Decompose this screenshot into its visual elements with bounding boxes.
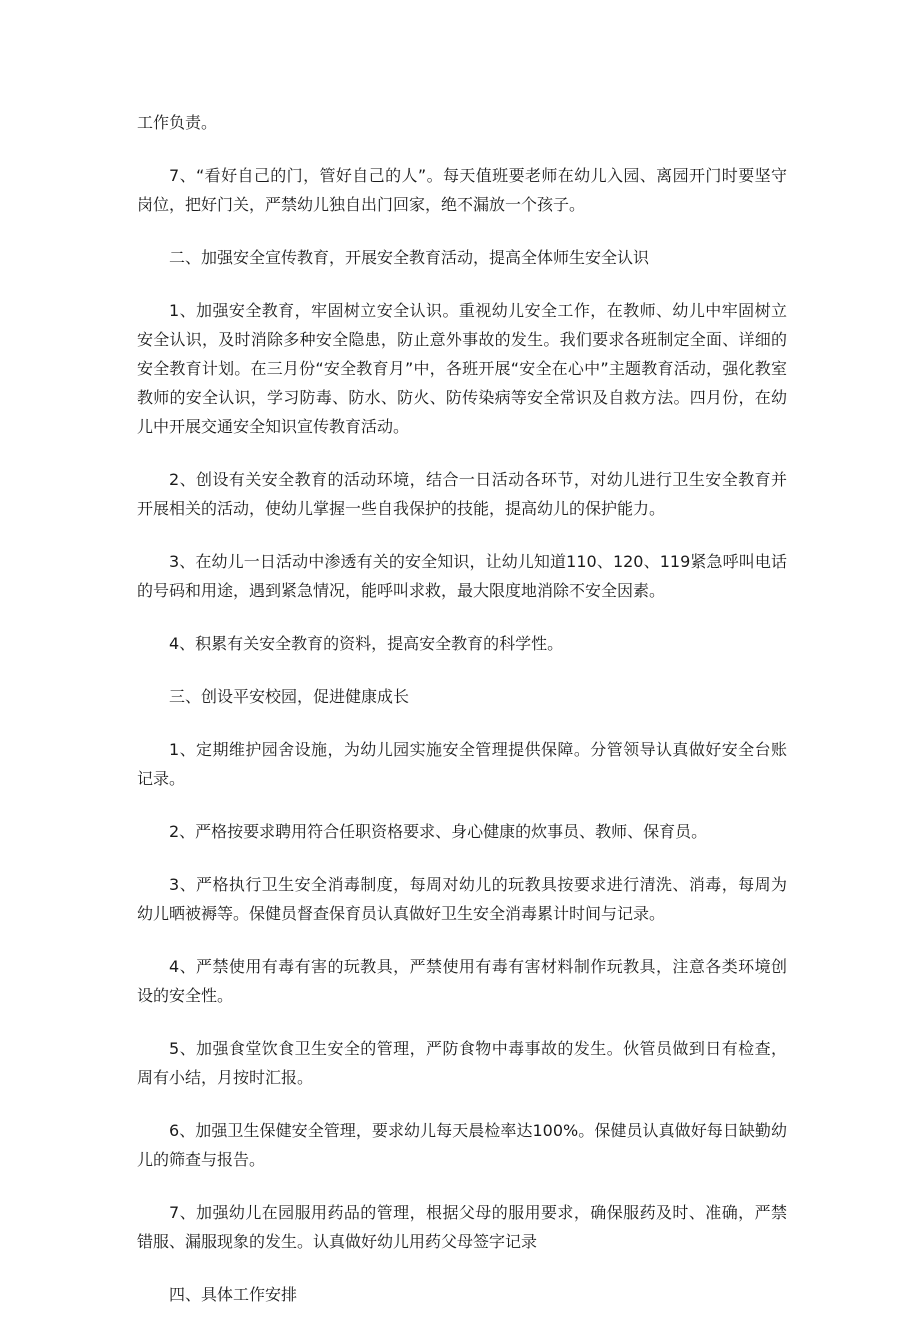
section-heading-2: 二、加强安全宣传教育，开展安全教育活动，提高全体师生安全认识: [169, 248, 650, 267]
paragraph-disinfection: 3、严格执行卫生安全消毒制度，每周对幼儿的玩教具按要求进行清洗、消毒，每周为幼儿晒被褥等。保健员督查保育员认真做好卫生安全消毒累计时间与记录。: [137, 875, 787, 923]
section-heading-3: 三、创设平安校园，促进健康成长: [169, 687, 410, 706]
paragraph-education-materials: 4、积累有关安全教育的资料，提高安全教育的科学性。: [169, 634, 564, 653]
paragraph-health-check: 6、加强卫生保健安全管理，要求幼儿每天晨检率达100%。保健员认真做好每日缺勤幼儿的筛查与报告。: [137, 1121, 787, 1169]
paragraph-emergency-numbers: 3、在幼儿一日活动中渗透有关的安全知识，让幼儿知道110、120、119紧急呼叫电话的号码和用途，遇到紧急情况，能呼叫求救，最大限度地消除不安全因素。: [137, 552, 787, 600]
paragraph-item-7-door-duty: 7、“看好自己的门，管好自己的人”。每天值班要老师在幼儿入园、离园开门时要坚守岗位，把好门关，严禁幼儿独自出门回家，绝不漏放一个孩子。: [137, 166, 787, 214]
paragraph-continuation: 工作负责。: [137, 113, 218, 132]
paragraph-facility-maintenance: 1、定期维护园舍设施，为幼儿园实施安全管理提供保障。分管领导认真做好安全台账记录。: [137, 740, 787, 788]
paragraph-toy-safety: 4、严禁使用有毒有害的玩教具，严禁使用有毒有害材料制作玩教具，注意各类环境创设的安全性。: [137, 957, 787, 1005]
paragraph-staff-hiring: 2、严格按要求聘用符合任职资格要求、身心健康的炊事员、教师、保育员。: [169, 822, 708, 841]
document-body: [137, 108, 787, 1333]
paragraph-activity-environment: 2、创设有关安全教育的活动环境，结合一日活动各环节，对幼儿进行卫生安全教育并开展相关的活动，使幼儿掌握一些自我保护的技能，提高幼儿的保护能力。: [137, 470, 787, 518]
paragraph-safety-education: 1、加强安全教育，牢固树立安全认识。重视幼儿安全工作，在教师、幼儿中牢固树立安全认识，及时消除多种安全隐患，防止意外事故的发生。我们要求各班制定全面、详细的安全教育计划。在三月份“安全教育月”中，各班开展“安全在心中”主题教育活动，强化教室教师的安全认识，学习防毒、防水、防火、防传染病等安全常识及自救方法。四月份，在幼儿中开展交通安全知识宣传教育活动。: [137, 301, 787, 436]
paragraph-medication: 7、加强幼儿在园服用药品的管理，根据父母的服用要求，确保服药及时、准确，严禁错服、漏服现象的发生。认真做好幼儿用药父母签字记录: [137, 1203, 787, 1251]
section-heading-4: 四、具体工作安排: [169, 1285, 298, 1304]
paragraph-canteen-safety: 5、加强食堂饮食卫生安全的管理，严防食物中毒事故的发生。伙管员做到日有检查，周有小结，月按时汇报。: [137, 1039, 787, 1087]
